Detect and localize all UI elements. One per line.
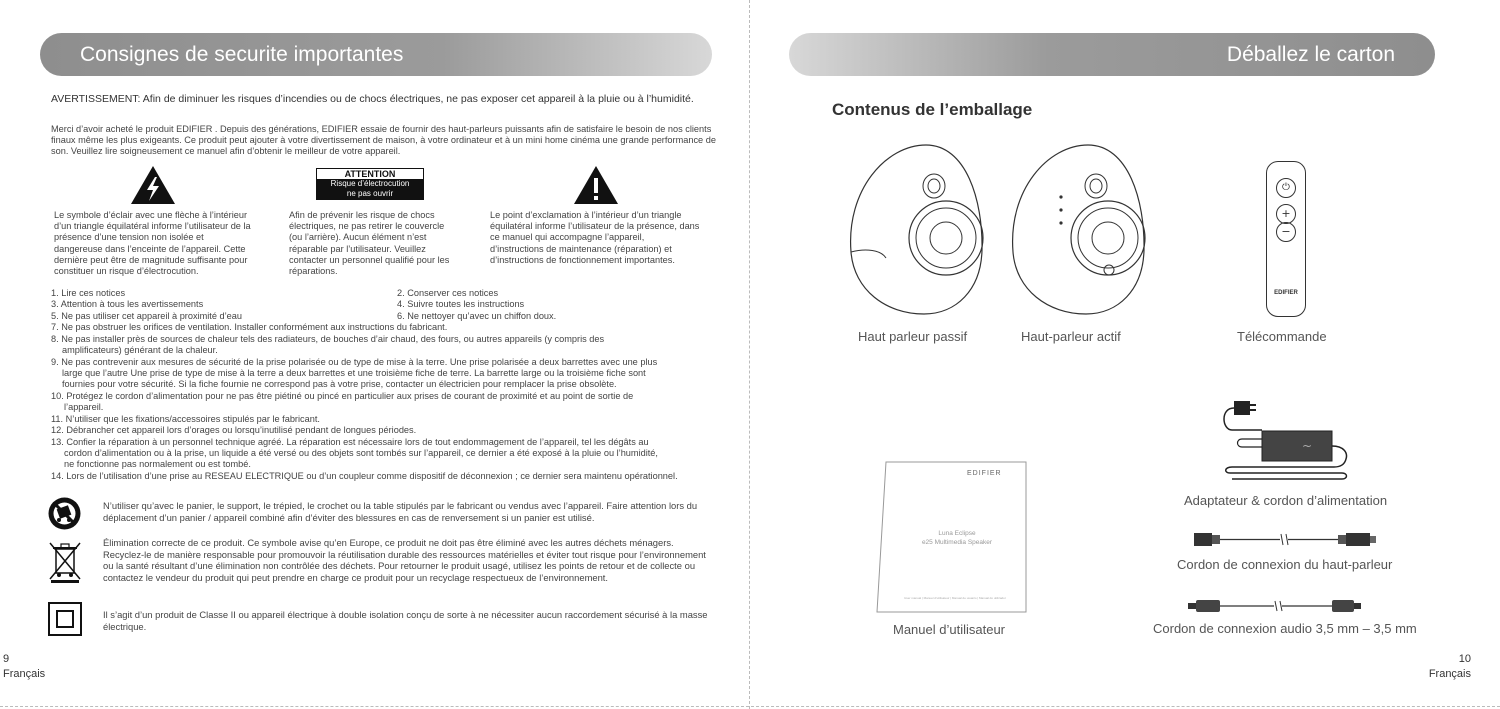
instruction-item: l’appareil. bbox=[64, 402, 104, 412]
left-banner-title: Consignes de securite importantes bbox=[80, 43, 404, 66]
attention-title: ATTENTION bbox=[344, 169, 396, 179]
manual-footer: User manual | Manuel d’utilisateur | Manual de usuario | Manual do utilizador bbox=[904, 596, 1006, 600]
page-number-left: 9 bbox=[3, 653, 10, 665]
label-manual: Manuel d’utilisateur bbox=[893, 622, 1006, 637]
instruction-item: cordon d’alimentation ou à la prise, un liquide a été versé ou des objets sont tombés sur l’appareil, ce dernier a été exposé à la pluie ou l’humidité, bbox=[64, 448, 658, 458]
label-active-speaker: Haut-parleur actif bbox=[1021, 329, 1121, 344]
manual-title-line-1: Luna Eclipse bbox=[938, 530, 976, 537]
instruction-item: 2. Conserver ces notices bbox=[397, 288, 499, 298]
lightning-warning-icon bbox=[130, 165, 176, 205]
volume-up-icon: + bbox=[1276, 204, 1296, 224]
instruction-item: large que l’autre Une prise de type de mise à la terre a deux barrettes et une troisième fiche de terre. La barrette large ou la troisième fiche sont bbox=[62, 368, 646, 378]
label-adapter: Adaptateur & cordon d’alimentation bbox=[1184, 493, 1388, 508]
label-passive-speaker: Haut parleur passif bbox=[858, 329, 968, 344]
right-banner-title: Déballez le carton bbox=[1226, 43, 1395, 66]
page-fold-line bbox=[749, 0, 750, 709]
instruction-item: ne fonctionne pas normalement ou est tombé. bbox=[64, 459, 251, 469]
symbol-desc-exclamation: Le point d’exclamation à l’intérieur d’un triangle équilatéral informe l’utilisateur de la présence, dans ce manuel qui accompagne l’appareil, d’instructions de maintenance (réparation) et d’instructions de fonctionnement importantes. bbox=[490, 210, 700, 265]
language-right: Français bbox=[1428, 668, 1471, 680]
language-left: Français bbox=[3, 668, 46, 680]
power-button-icon: ⏻ bbox=[1276, 178, 1296, 198]
manual-brand: EDIFIER bbox=[967, 470, 1002, 477]
page-number-right: 10 bbox=[1458, 653, 1471, 665]
label-remote: Télécommande bbox=[1237, 329, 1327, 344]
cart-warning-text: N’utiliser qu’avec le panier, le support, le trépied, le crochet ou la table stipulés par le fabricant ou vendus avec l’appareil. Faire attention lors du déplacement d’un panier / appareil combiné afin d’éviter des blessures en cas de renversement si un panier est utilisé. bbox=[103, 500, 698, 523]
instruction-item: amplificateurs) générant de la chaleur. bbox=[62, 345, 218, 355]
attention-line-1: Risque d’électrocution bbox=[317, 179, 423, 189]
instruction-item: 14. Lors de l’utilisation d’une prise au RESEAU ELECTRIQUE ou d’un coupleur comme dispositif de déconnexion ; ce dernier sera maintenu opérationnel. bbox=[51, 471, 678, 481]
symbol-desc-lightning: Le symbole d’éclair avec une flèche à l’intérieur d’un triangle équilatéral informe l’utilisateur de la présence d’une tension non isolée et dangereuse dans l’enceinte de l’appareil. Cette dernière peut être de magnitude suffisante pour constituer un risque d’électrocution. bbox=[54, 210, 251, 277]
instruction-item: 13. Confier la réparation à un personnel technique agréé. La réparation est nécessaire lors de tout endommagement de l’appareil, tel les dégâts au bbox=[51, 437, 649, 447]
instruction-item: fournies pour votre sécurité. Si la fiche fournie ne correspond pas à votre prise, contacter un électricien pour remplacer la prise obsolète. bbox=[62, 379, 617, 389]
left-banner bbox=[40, 33, 712, 76]
symbol-desc-attention: Afin de prévenir les risque de chocs électriques, ne pas retirer le couvercle (ou l’arrière). Aucun élément n’est réparable par l’utilisateur. Veuillez contacter un personnel qualifié pour les réparations. bbox=[289, 210, 450, 277]
warning-text: AVERTISSEMENT: Afin de diminuer les risques d’incendies ou de chocs électriques, ne pas exposer cet appareil à la pluie ou à l’humidité. bbox=[51, 93, 694, 105]
passive-speaker-illustration bbox=[846, 140, 986, 320]
right-banner bbox=[789, 33, 1435, 76]
instruction-item: 12. Débrancher cet appareil lors d’orages ou lorsqu’inutilisé pendant de longues périodes. bbox=[51, 425, 417, 435]
intro-text: Merci d’avoir acheté le produit EDIFIER . Depuis des générations, EDIFIER essaie de fournir des haut-parleurs puissants afin de satisfaire le besoin de nos clients finaux même les plus exigeants. Ce produit peut ajouter à votre divertissement de maison, à votre ordinateur et à un mini home cinéma une grande performance de son. Veuillez lire soigneusement ce manuel afin d’obtenir le meilleur de votre appareil. bbox=[51, 124, 716, 157]
instruction-item: 4. Suivre toutes les instructions bbox=[397, 299, 525, 309]
instruction-item: 5. Ne pas utiliser cet appareil à proximité d’eau bbox=[51, 311, 242, 321]
instruction-item: 3. Attention à tous les avertissements bbox=[51, 299, 204, 309]
class-ii-icon bbox=[48, 602, 82, 636]
label-speaker-cable: Cordon de connexion du haut-parleur bbox=[1177, 557, 1393, 572]
class-ii-text: Il s’agit d’un produit de Classe II ou appareil électrique à double isolation conçu de sorte à ne nécessiter aucun raccordement sécurisé à la masse électrique. bbox=[103, 609, 708, 632]
speaker-cable-illustration bbox=[1190, 530, 1390, 550]
cart-tipover-icon bbox=[48, 497, 81, 530]
instruction-item: 7. Ne pas obstruer les orifices de ventilation. Installer conformément aux instructions du fabricant. bbox=[51, 322, 448, 332]
weee-text: Élimination correcte de ce produit. Ce symbole avise qu’en Europe, ce produit ne doit pas être éliminé avec les autres déchets ménagers. Recyclez-le de manière responsable pour promouvoir la réutilisation durable des ressources matérielles et éviter tout risque pour l’environnement ou la santé résultant d’une élimination non contrôlée des déchets. Pour retourner le produit usagé, utilisez les points de retour et de collecte ou contactez le vendeur du produit qui peut prendre en charge ce produit pour un recyclage respectueux de l’environnement. bbox=[103, 537, 706, 583]
remote-illustration bbox=[1266, 161, 1306, 317]
active-speaker-illustration bbox=[1008, 140, 1148, 320]
power-adapter-illustration bbox=[1222, 395, 1352, 487]
instruction-item: 1. Lire ces notices bbox=[51, 288, 126, 298]
svg-text:~: ~ bbox=[1302, 439, 1313, 453]
attention-box bbox=[316, 168, 424, 200]
volume-down-icon: − bbox=[1276, 222, 1296, 242]
instruction-item: 8. Ne pas installer près de sources de chaleur tels des radiateurs, de bouches d’air chaud, des fours, ou autres appareils (y compris des bbox=[51, 334, 605, 344]
manual-title-line-2: e25 Multimedia Speaker bbox=[921, 539, 993, 546]
instruction-item: 9. Ne pas contrevenir aux mesures de sécurité de la prise polarisée ou de type de mise à la terre. Une prise polarisée a deux barrettes avec une plus bbox=[51, 357, 658, 367]
exclamation-warning-icon bbox=[573, 165, 619, 205]
section-title: Contenus de l’emballage bbox=[832, 100, 1033, 119]
label-audio-cable: Cordon de connexion audio 3,5 mm – 3,5 mm bbox=[1153, 621, 1417, 636]
audio-cable-illustration bbox=[1186, 598, 1362, 614]
instruction-item: 11. N’utiliser que les fixations/accessoires stipulés par le fabricant. bbox=[51, 414, 320, 424]
attention-line-2: ne pas ouvrir bbox=[317, 189, 423, 199]
weee-bin-icon bbox=[48, 541, 82, 583]
instruction-item: 6. Ne nettoyer qu’avec un chiffon doux. bbox=[397, 311, 557, 321]
instruction-item: 10. Protégez le cordon d’alimentation pour ne pas être piétiné ou pincé en particulier aux prises de courant de proximité et au point de sortie de bbox=[51, 391, 634, 401]
remote-brand: EDIFIER bbox=[1274, 290, 1298, 296]
page-bottom-cut-line bbox=[0, 706, 1500, 707]
